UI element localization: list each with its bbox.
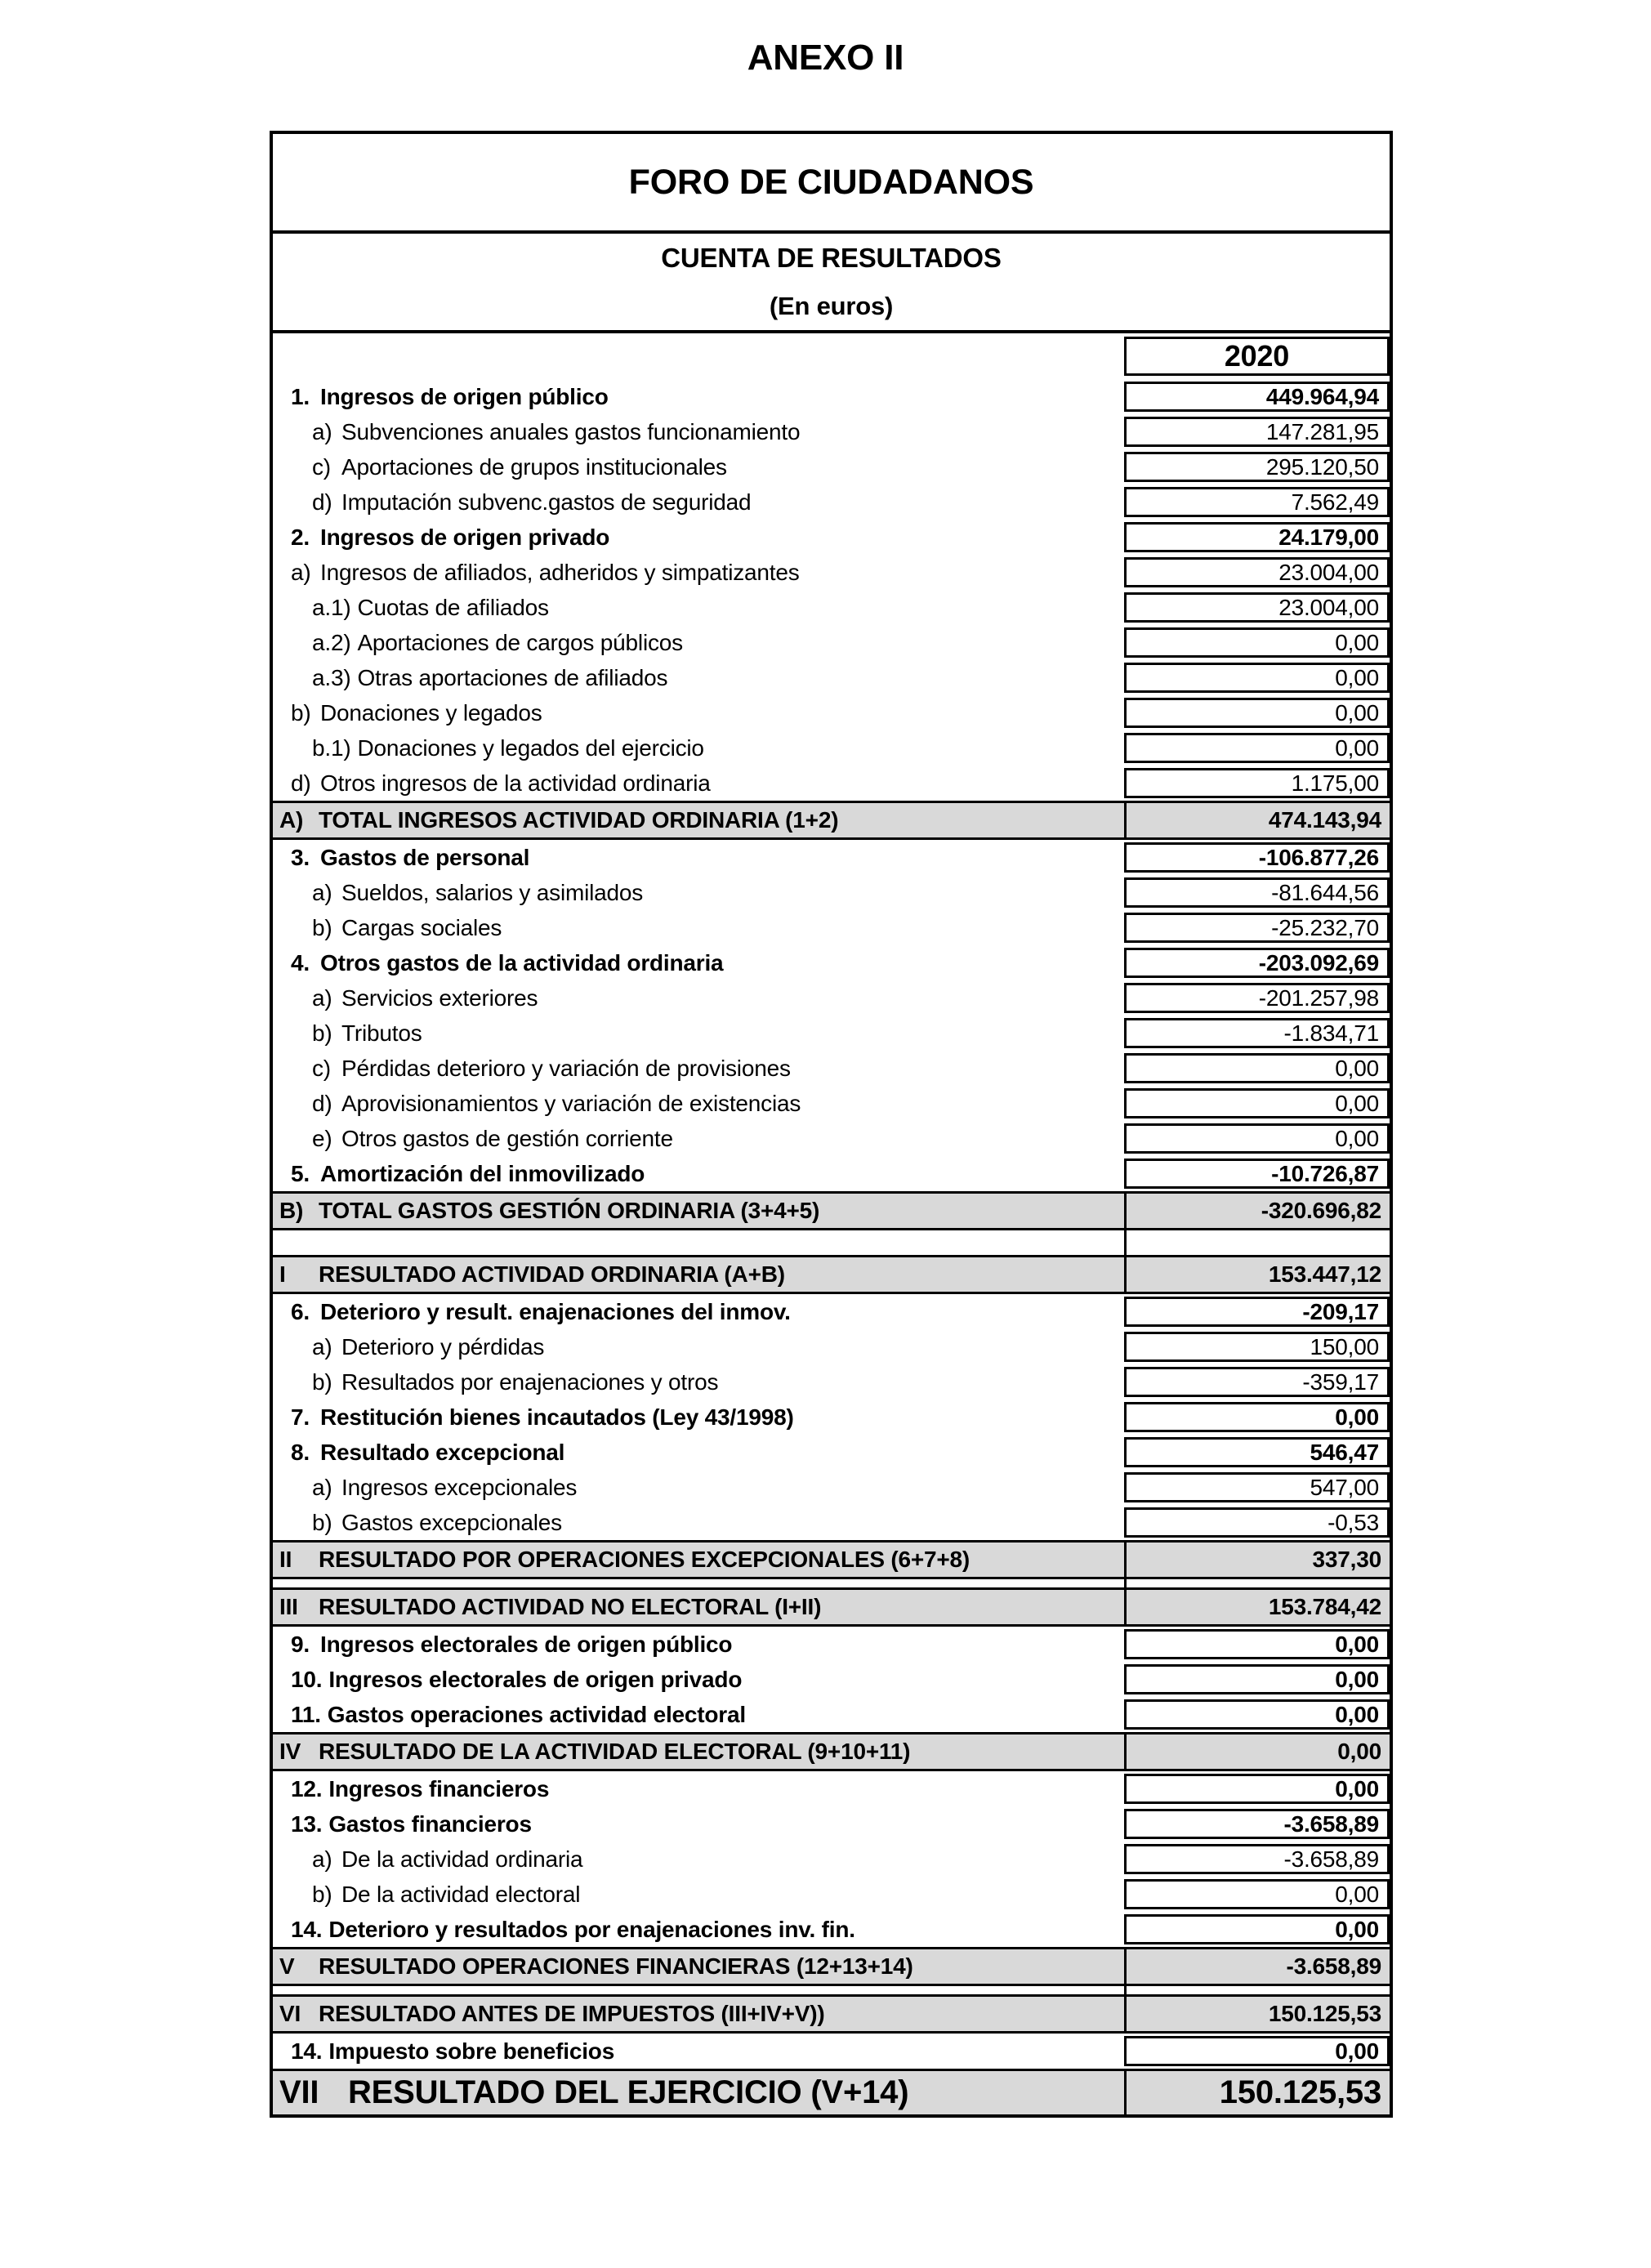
row-text: Restitución bienes incautados (Ley 43/1998) [320,1404,794,1430]
row-label [273,1590,1124,1624]
row-label [273,1364,1124,1400]
row-label [273,1016,1124,1051]
row-num: B) [279,1198,304,1223]
row-text: Cuotas de afiliados [357,594,549,620]
row-value-cell [1124,555,1390,590]
row-label [273,1121,1124,1156]
row-text: Otros gastos de gestión corriente [341,1125,673,1151]
row-label [273,1505,1124,1540]
row-label [273,1627,1124,1662]
row-text: De la actividad electoral [341,1881,581,1907]
value-box: 0,00 [1124,627,1390,658]
value-box: 295.120,50 [1124,452,1390,482]
row-label [273,520,1124,555]
row-text: Ingresos de origen privado [320,524,610,550]
row-text: RESULTADO ACTIVIDAD ORDINARIA (A+B) [319,1261,785,1287]
row-label [273,1257,1124,1292]
value-box: 1.175,00 [1124,768,1390,798]
row-num: VII [279,2074,319,2110]
item-row [273,379,1390,414]
row-value-cell [1124,625,1390,660]
row-text: Donaciones y legados [320,699,542,725]
row-value-cell [1124,1364,1390,1400]
item-row [273,1912,1390,1947]
row-text: Gastos excepcionales [341,1509,562,1535]
row-num: a) [291,559,311,585]
row-text: Otros ingresos de la actividad ordinaria [320,770,711,796]
item-row [273,1051,1390,1086]
row-label [273,910,1124,945]
row-label [273,1949,1124,1984]
row-num: a.3) [312,664,351,690]
row-label [273,2071,1124,2114]
item-row [273,555,1390,590]
row-num: b) [312,1509,332,1535]
row-value-cell [1124,1806,1390,1842]
row-label [273,1086,1124,1121]
row-value-cell [1124,1294,1390,1329]
item-row [273,625,1390,660]
row-text: RESULTADO OPERACIONES FINANCIERAS (12+13+14) [319,1953,913,1979]
row-value-cell [1124,1697,1390,1732]
row-num: b) [312,1881,332,1907]
row-label [273,803,1124,837]
value-box: 547,00 [1124,1472,1390,1502]
row-num: d) [312,489,332,515]
results-table [270,131,1393,2118]
row-text: Ingresos excepcionales [341,1474,578,1500]
row-num: II [279,1547,292,1572]
item-row [273,1364,1390,1400]
value-box: 0,00 [1124,663,1390,693]
row-label [273,730,1124,766]
row-num: a) [312,984,332,1011]
grand-total-row [273,2069,1390,2114]
row-label [273,1734,1124,1769]
row-value: 150.125,53 [1124,1997,1390,2031]
row-label [273,840,1124,875]
gap-row [273,1986,1390,1994]
total-row [273,1732,1390,1771]
row-value-cell [1124,910,1390,945]
total-row [273,1191,1390,1230]
value-box: 23.004,00 [1124,592,1390,623]
row-text: Ingresos electorales de origen público [320,1631,733,1657]
row-value-cell [1124,695,1390,730]
row-label [273,1912,1124,1947]
value-box: 0,00 [1124,1879,1390,1909]
total-row [273,1587,1390,1627]
row-value: 153.784,42 [1124,1590,1390,1624]
value-box: -0,53 [1124,1507,1390,1538]
row-num: a) [312,418,332,444]
row-value-cell [1124,1579,1390,1587]
row-label [273,660,1124,695]
item-row [273,1156,1390,1191]
row-label [273,1329,1124,1364]
table-body [273,333,1390,2114]
value-box: 449.964,94 [1124,382,1390,412]
value-box: 0,00 [1124,2036,1390,2066]
value-box: -1.834,71 [1124,1018,1390,1048]
row-label [273,379,1124,414]
row-value-cell [1124,1016,1390,1051]
value-box: 0,00 [1124,1053,1390,1083]
item-row [273,1329,1390,1364]
total-row [273,1540,1390,1579]
row-label [273,1579,1124,1587]
total-row [273,801,1390,840]
row-text: Deterioro y result. enajenaciones del inmov. [320,1298,791,1324]
row-num: 9. [291,1631,310,1657]
row-value-cell [1124,1051,1390,1086]
row-num: 14. [291,2038,323,2064]
row-text: TOTAL INGRESOS ACTIVIDAD ORDINARIA (1+2) [319,807,839,833]
row-value-cell [1124,520,1390,555]
row-text: Gastos financieros [328,1810,532,1837]
row-num: d) [312,1090,332,1116]
value-box: -3.658,89 [1124,1844,1390,1874]
value-box: 0,00 [1124,1088,1390,1118]
row-value-cell [1124,1986,1390,1994]
row-label [273,1986,1124,1994]
row-label [273,1842,1124,1877]
row-label [273,1194,1124,1228]
row-label [273,695,1124,730]
row-label [273,1435,1124,1470]
item-row [273,1121,1390,1156]
row-text: Pérdidas deterioro y variación de provisiones [341,1055,791,1081]
row-num: 13. [291,1810,323,1837]
item-row [273,875,1390,910]
row-num: 4. [291,949,310,976]
row-num: b) [312,914,332,940]
row-value-cell [1124,1662,1390,1697]
row-value-cell [1124,1435,1390,1470]
value-box: -209,17 [1124,1297,1390,1327]
item-row [273,1627,1390,1662]
value-box: 147.281,95 [1124,417,1390,447]
row-label [273,1771,1124,1806]
row-value: 0,00 [1124,1734,1390,1769]
row-label [273,2034,1124,2069]
row-text: Resultados por enajenaciones y otros [341,1368,719,1395]
row-text: RESULTADO POR OPERACIONES EXCEPCIONALES (6+7+8) [319,1547,971,1572]
item-row [273,1470,1390,1505]
row-value-cell [1124,1771,1390,1806]
units-label: (En euros) [769,292,894,320]
item-row [273,1016,1390,1051]
row-num: 11. [291,1701,321,1727]
value-box: 0,00 [1124,1664,1390,1694]
item-row [273,1877,1390,1912]
row-label [273,1294,1124,1329]
row-value-cell [1124,590,1390,625]
total-row [273,1994,1390,2034]
item-row [273,1662,1390,1697]
row-num: d) [291,770,311,796]
row-label [273,1662,1124,1697]
row-num: b.1) [312,734,351,761]
year-header-row [273,333,1390,379]
item-row [273,1771,1390,1806]
value-box: -359,17 [1124,1367,1390,1397]
row-label [273,1543,1124,1577]
row-text: RESULTADO ACTIVIDAD NO ELECTORAL (I+II) [319,1594,822,1619]
row-num: a.1) [312,594,351,620]
row-text: Impuesto sobre beneficios [328,2038,615,2064]
row-num: b) [312,1020,332,1046]
row-label [273,875,1124,910]
row-num: b) [291,699,311,725]
item-row [273,484,1390,520]
row-num: b) [312,1368,332,1395]
value-box: 7.562,49 [1124,487,1390,517]
row-value-cell [1124,660,1390,695]
item-row [273,840,1390,875]
item-row [273,1697,1390,1732]
total-row [273,1947,1390,1986]
row-num: 3. [291,844,310,870]
row-num: V [279,1953,295,1979]
row-num: I [279,1261,286,1287]
row-value-cell [1124,945,1390,980]
row-label [273,1230,1124,1255]
row-value-cell [1124,1842,1390,1877]
org-title: FORO DE CIUDADANOS [273,134,1390,234]
row-label [273,484,1124,520]
row-value-cell [1124,1877,1390,1912]
value-box: 0,00 [1124,1402,1390,1432]
row-value: 153.447,12 [1124,1257,1390,1292]
item-row [273,1294,1390,1329]
row-value-cell [1124,1400,1390,1435]
row-text: Deterioro y pérdidas [341,1333,545,1359]
row-label [273,945,1124,980]
value-box: 0,00 [1124,1914,1390,1944]
row-value: 337,30 [1124,1543,1390,1577]
value-box: -10.726,87 [1124,1159,1390,1189]
item-row [273,1806,1390,1842]
row-text: Aportaciones de grupos institucionales [341,453,727,480]
row-text: Aprovisionamientos y variación de existencias [341,1090,801,1116]
row-text: Otros gastos de la actividad ordinaria [320,949,724,976]
row-value-cell [1124,379,1390,414]
row-value-cell [1124,449,1390,484]
row-num: IV [279,1739,301,1764]
row-text: Gastos de personal [320,844,530,870]
row-text: Gastos operaciones actividad electoral [327,1701,746,1727]
row-num: 5. [291,1160,310,1186]
row-label [273,1997,1124,2031]
row-num: 7. [291,1404,310,1430]
total-row [273,1255,1390,1294]
row-label [273,766,1124,801]
row-label [273,1877,1124,1912]
row-text: Ingresos electorales de origen privado [328,1666,743,1692]
row-text: Imputación subvenc.gastos de seguridad [341,489,752,515]
row-text: Sueldos, salarios y asimilados [341,879,644,905]
row-text: Cargas sociales [341,914,502,940]
row-num: a) [312,1333,332,1359]
item-row [273,980,1390,1016]
row-label [273,1156,1124,1191]
row-num: 1. [291,383,310,409]
value-box: -201.257,98 [1124,983,1390,1013]
row-text: Servicios exteriores [341,984,538,1011]
row-value: -3.658,89 [1124,1949,1390,1984]
value-box: 0,00 [1124,1699,1390,1730]
item-row [273,910,1390,945]
item-row [273,1435,1390,1470]
statement-header [273,234,1390,333]
value-box: 0,00 [1124,1629,1390,1659]
row-value-cell [1124,484,1390,520]
row-text: RESULTADO ANTES DE IMPUESTOS (III+IV+V)) [319,2001,825,2026]
row-text: De la actividad ordinaria [341,1846,583,1872]
item-row [273,660,1390,695]
row-text: Aportaciones de cargos públicos [357,629,683,655]
item-row [273,2034,1390,2069]
value-box: 0,00 [1124,1774,1390,1804]
item-row [273,1400,1390,1435]
row-num: 8. [291,1439,310,1465]
row-num: e) [312,1125,332,1151]
row-value-cell [1124,414,1390,449]
row-value-cell [1124,840,1390,875]
item-row [273,1086,1390,1121]
row-label [273,980,1124,1016]
row-text: Otras aportaciones de afiliados [357,664,668,690]
row-value-cell [1124,980,1390,1016]
item-row [273,1842,1390,1877]
value-box: 23.004,00 [1124,557,1390,587]
row-num: a) [312,1846,332,1872]
row-value-cell [1124,1230,1390,1255]
row-label [273,555,1124,590]
value-box: -203.092,69 [1124,948,1390,978]
item-row [273,730,1390,766]
item-row [273,945,1390,980]
row-text: Ingresos de origen público [320,383,609,409]
row-num: 2. [291,524,310,550]
value-box: 0,00 [1124,698,1390,728]
row-value-cell [1124,1121,1390,1156]
row-text: TOTAL GASTOS GESTIÓN ORDINARIA (3+4+5) [319,1198,820,1223]
value-box: -25.232,70 [1124,913,1390,943]
row-text: Amortización del inmovilizado [320,1160,645,1186]
row-label [273,1400,1124,1435]
row-text: Ingresos financieros [328,1775,550,1801]
row-num: c) [312,1055,331,1081]
item-row [273,1505,1390,1540]
row-num: VI [279,2001,301,2026]
row-label [273,333,1124,379]
value-box: -81.644,56 [1124,877,1390,908]
row-num: 12. [291,1775,323,1801]
row-label [273,1051,1124,1086]
row-text: Deterioro y resultados por enajenaciones inv. fin. [328,1916,855,1942]
year-header: 2020 [1124,337,1390,376]
value-box: -106.877,26 [1124,842,1390,873]
row-value-cell [1124,766,1390,801]
value-box: 150,00 [1124,1332,1390,1362]
row-num: c) [312,453,331,480]
item-row [273,414,1390,449]
row-num: 6. [291,1298,310,1324]
row-num: a) [312,1474,332,1500]
spacer-row [273,1230,1390,1255]
gap-row [273,1579,1390,1587]
row-label [273,1470,1124,1505]
row-num: 10. [291,1666,323,1692]
row-text: Tributos [341,1020,422,1046]
row-value-cell [1124,1156,1390,1191]
row-value: 474.143,94 [1124,803,1390,837]
row-value-cell [1124,1086,1390,1121]
item-row [273,590,1390,625]
row-value: 150.125,53 [1124,2071,1390,2114]
row-num: 14. [291,1916,323,1942]
item-row [273,695,1390,730]
row-value-cell [1124,2034,1390,2069]
row-value-cell [1124,1912,1390,1947]
row-label [273,625,1124,660]
row-label [273,414,1124,449]
row-value-cell [1124,1505,1390,1540]
row-value-cell [1124,1470,1390,1505]
row-label [273,449,1124,484]
row-text: Resultado excepcional [320,1439,565,1465]
row-label [273,1697,1124,1732]
row-value-cell [1124,730,1390,766]
value-box: 546,47 [1124,1437,1390,1467]
row-num: a.2) [312,629,351,655]
item-row [273,520,1390,555]
row-value-cell [1124,333,1390,379]
annex-title: ANEXO II [747,38,904,78]
value-box: 0,00 [1124,733,1390,763]
row-label [273,1806,1124,1842]
row-value-cell [1124,1627,1390,1662]
row-num: A) [279,807,304,833]
row-label [273,590,1124,625]
row-text: RESULTADO DE LA ACTIVIDAD ELECTORAL (9+10+11) [319,1739,911,1764]
row-value: -320.696,82 [1124,1194,1390,1228]
value-box: -3.658,89 [1124,1809,1390,1839]
row-text: Donaciones y legados del ejercicio [357,734,704,761]
row-num: a) [312,879,332,905]
statement-title: CUENTA DE RESULTADOS [661,243,1002,273]
value-box: 24.179,00 [1124,522,1390,552]
row-num: III [279,1594,298,1619]
row-text: RESULTADO DEL EJERCICIO (V+14) [348,2074,909,2110]
value-box: 0,00 [1124,1123,1390,1154]
row-value-cell [1124,875,1390,910]
row-text: Ingresos de afiliados, adheridos y simpatizantes [320,559,800,585]
row-value-cell [1124,1329,1390,1364]
row-text: Subvenciones anuales gastos funcionamiento [341,418,801,444]
item-row [273,449,1390,484]
item-row [273,766,1390,801]
